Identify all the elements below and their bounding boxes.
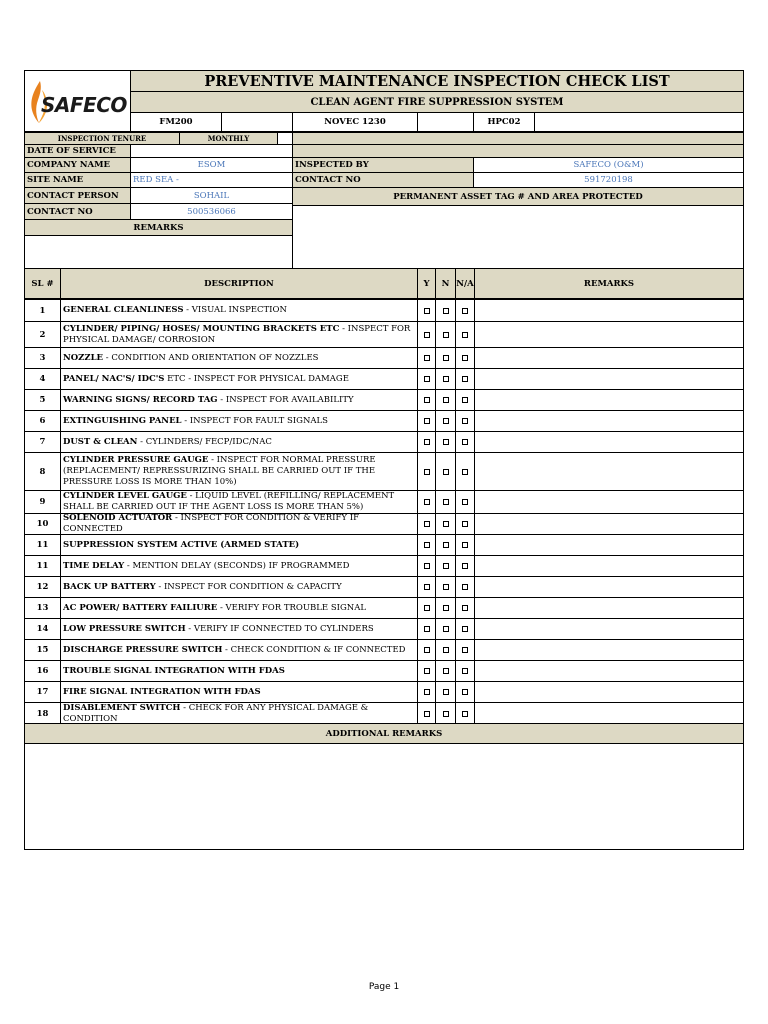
- row-n-cell: [435, 347, 456, 369]
- row-y-cell: [417, 555, 436, 577]
- row-n-checkbox[interactable]: [443, 469, 449, 475]
- row-description: [60, 299, 418, 322]
- row-description: [60, 618, 418, 640]
- row-remarks-cell[interactable]: [474, 321, 744, 348]
- row-n-cell: [435, 576, 456, 598]
- asset-tag-label: PERMANENT ASSET TAG # AND AREA PROTECTED: [292, 187, 744, 206]
- row-y-checkbox[interactable]: [424, 711, 430, 717]
- row-n-checkbox[interactable]: [443, 689, 449, 695]
- row-sl: 8: [24, 452, 61, 491]
- row-description-bold: LOW PRESSURE SWITCH: [63, 623, 186, 634]
- row-n-checkbox[interactable]: [443, 668, 449, 674]
- row-description-detail: ETC - INSPECT FOR PHYSICAL DAMAGE: [164, 373, 349, 384]
- row-y-checkbox[interactable]: [424, 626, 430, 632]
- row-n-cell: [435, 660, 456, 682]
- row-description-detail: - CONDITION AND ORIENTATION OF NOZZLES: [103, 352, 319, 363]
- row-y-checkbox[interactable]: [424, 308, 430, 314]
- row-n-cell: [435, 555, 456, 577]
- row-sl: 9: [24, 490, 61, 514]
- row-sl: 14: [24, 618, 61, 640]
- agent-blank-2: [417, 112, 474, 132]
- row-n-checkbox[interactable]: [443, 376, 449, 382]
- row-na-checkbox[interactable]: [462, 332, 468, 338]
- page-title: PREVENTIVE MAINTENANCE INSPECTION CHECK LIST: [130, 70, 744, 92]
- row-description-bold: DUST & CLEAN: [63, 436, 138, 447]
- row-na-cell: [455, 490, 475, 514]
- row-y-cell: [417, 299, 436, 322]
- row-na-cell: [455, 555, 475, 577]
- row-description-bold: CYLINDER PRESSURE GAUGE: [63, 455, 209, 465]
- row-na-checkbox[interactable]: [462, 542, 468, 548]
- row-remarks-cell[interactable]: [474, 490, 744, 514]
- site-name-value: RED SEA -: [130, 172, 293, 188]
- row-description: [60, 410, 418, 432]
- row-na-checkbox[interactable]: [462, 355, 468, 361]
- row-y-checkbox[interactable]: [424, 647, 430, 653]
- row-remarks-cell[interactable]: [474, 389, 744, 411]
- row-y-checkbox[interactable]: [424, 521, 430, 527]
- row-na-checkbox[interactable]: [462, 469, 468, 475]
- col-na-header: N/A: [455, 268, 475, 299]
- row-description: [60, 431, 418, 453]
- row-description-detail: - INSPECT FOR CONDITION & VERIFY IF CONNECTED: [63, 513, 359, 534]
- row-sl: 4: [24, 368, 61, 390]
- row-sl: 1: [24, 299, 61, 322]
- row-description: [60, 660, 418, 682]
- row-n-checkbox[interactable]: [443, 711, 449, 717]
- row-remarks-cell[interactable]: [474, 347, 744, 369]
- row-na-cell: [455, 534, 475, 556]
- row-y-cell: [417, 368, 436, 390]
- agent-fm200: FM200: [130, 112, 222, 132]
- inspection-tenure-label: INSPECTION TENURE: [24, 132, 180, 145]
- row-description-detail: - CHECK CONDITION & IF CONNECTED: [222, 644, 406, 655]
- row-description-detail: - LIQUID LEVEL (REFILLING/ REPLACEMENT SHALL BE CARRIED OUT IF THE AGENT LOSS IS MORE THAN 5%): [63, 491, 395, 512]
- row-remarks-cell[interactable]: [474, 452, 744, 491]
- col-y-header: Y: [417, 268, 436, 299]
- row-y-cell: [417, 321, 436, 348]
- row-description: [60, 368, 418, 390]
- row-na-cell: [455, 347, 475, 369]
- row-sl: 7: [24, 431, 61, 453]
- row-remarks-cell[interactable]: [474, 513, 744, 535]
- contact-person-label: CONTACT PERSON: [24, 187, 131, 204]
- remarks-label: REMARKS: [24, 219, 293, 236]
- row-n-cell: [435, 597, 456, 619]
- row-description-detail: - INSPECT FOR NORMAL PRESSURE (REPLACEMENT/ REPRESSURIZING SHALL BE CARRIED OUT IF THE PRESSURE LOSS IS MORE THAN 10%): [63, 455, 376, 487]
- row-y-checkbox[interactable]: [424, 584, 430, 590]
- row-description-bold: SOLENOID ACTUATOR: [63, 513, 173, 523]
- row-n-cell: [435, 410, 456, 432]
- row-sl: 15: [24, 639, 61, 661]
- row-y-checkbox[interactable]: [424, 397, 430, 403]
- row-n-cell: [435, 534, 456, 556]
- row-y-checkbox[interactable]: [424, 469, 430, 475]
- row-na-checkbox[interactable]: [462, 376, 468, 382]
- row-description: [60, 702, 418, 725]
- row-na-cell: [455, 639, 475, 661]
- row-n-checkbox[interactable]: [443, 418, 449, 424]
- row-y-checkbox[interactable]: [424, 605, 430, 611]
- row-remarks-cell[interactable]: [474, 431, 744, 453]
- row-description: [60, 347, 418, 369]
- row-description-detail: - VERIFY FOR TROUBLE SIGNAL: [217, 602, 367, 613]
- row-na-checkbox[interactable]: [462, 668, 468, 674]
- page-number: Page 1: [368, 982, 400, 992]
- row-y-cell: [417, 389, 436, 411]
- row-description-bold: EXTINGUISHING PANEL: [63, 415, 182, 426]
- row-n-checkbox[interactable]: [443, 439, 449, 445]
- row-description-detail: - MENTION DELAY (SECONDS) IF PROGRAMMED: [124, 560, 350, 571]
- row-na-checkbox[interactable]: [462, 418, 468, 424]
- row-y-checkbox[interactable]: [424, 542, 430, 548]
- remarks-field[interactable]: [24, 235, 293, 269]
- date-of-service-label: DATE OF SERVICE: [24, 144, 131, 158]
- row-description: [60, 321, 418, 348]
- row-sl: 3: [24, 347, 61, 369]
- row-description: [60, 534, 418, 556]
- agent-novec: NOVEC 1230: [292, 112, 418, 132]
- row-na-cell: [455, 513, 475, 535]
- row-remarks-cell[interactable]: [474, 660, 744, 682]
- row-y-cell: [417, 576, 436, 598]
- date-right-shade: [292, 144, 744, 158]
- row-sl: 13: [24, 597, 61, 619]
- row-y-checkbox[interactable]: [424, 499, 430, 505]
- row-description: [60, 597, 418, 619]
- col-description-header: DESCRIPTION: [60, 268, 418, 299]
- row-remarks-cell[interactable]: [474, 534, 744, 556]
- contact-person-value: SOHAIL: [130, 187, 293, 204]
- row-remarks-cell[interactable]: [474, 681, 744, 703]
- contact-no-label: CONTACT NO: [24, 203, 131, 220]
- row-n-cell: [435, 431, 456, 453]
- system-code: HPC02: [473, 112, 535, 132]
- row-remarks-cell[interactable]: [474, 639, 744, 661]
- additional-remarks-field[interactable]: [24, 743, 744, 850]
- row-y-cell: [417, 347, 436, 369]
- row-y-checkbox[interactable]: [424, 418, 430, 424]
- row-n-checkbox[interactable]: [443, 584, 449, 590]
- row-y-cell: [417, 431, 436, 453]
- row-remarks-cell[interactable]: [474, 368, 744, 390]
- row-sl: 10: [24, 513, 61, 535]
- inspected-by-value: SAFECO (O&M): [473, 157, 744, 173]
- row-y-cell: [417, 639, 436, 661]
- row-n-cell: [435, 389, 456, 411]
- inspected-by-label: INSPECTED BY: [292, 157, 474, 173]
- row-y-cell: [417, 490, 436, 514]
- row-na-checkbox[interactable]: [462, 626, 468, 632]
- contact-no-right-label: CONTACT NO: [292, 172, 474, 188]
- col-remarks-header: REMARKS: [474, 268, 744, 299]
- row-n-checkbox[interactable]: [443, 355, 449, 361]
- row-na-cell: [455, 597, 475, 619]
- code-blank: [534, 112, 744, 132]
- row-y-cell: [417, 597, 436, 619]
- row-y-cell: [417, 618, 436, 640]
- row-remarks-cell[interactable]: [474, 410, 744, 432]
- row-n-checkbox[interactable]: [443, 499, 449, 505]
- row-na-checkbox[interactable]: [462, 308, 468, 314]
- asset-tag-field[interactable]: [292, 205, 744, 269]
- row-na-cell: [455, 431, 475, 453]
- row-description: [60, 452, 418, 491]
- row-description-detail: - INSPECT FOR CONDITION & CAPACITY: [155, 581, 342, 592]
- row-n-checkbox[interactable]: [443, 332, 449, 338]
- row-n-checkbox[interactable]: [443, 521, 449, 527]
- row-y-checkbox[interactable]: [424, 668, 430, 674]
- row-description: [60, 490, 418, 514]
- row-sl: 5: [24, 389, 61, 411]
- row-description-bold: CYLINDER LEVEL GAUGE: [63, 491, 187, 501]
- row-description-detail: - CHECK FOR ANY PHYSICAL DAMAGE & CONDITION: [63, 702, 369, 724]
- row-na-cell: [455, 389, 475, 411]
- row-description: [60, 681, 418, 703]
- row-sl: 12: [24, 576, 61, 598]
- row-description: [60, 576, 418, 598]
- row-na-cell: [455, 702, 475, 725]
- logo-box: [24, 70, 131, 132]
- row-sl: 2: [24, 321, 61, 348]
- row-na-checkbox[interactable]: [462, 521, 468, 527]
- row-y-cell: [417, 660, 436, 682]
- row-description-bold: GENERAL CLEANLINESS: [63, 305, 184, 315]
- row-n-cell: [435, 513, 456, 535]
- row-y-checkbox[interactable]: [424, 332, 430, 338]
- row-n-cell: [435, 368, 456, 390]
- row-n-cell: [435, 299, 456, 322]
- row-description: [60, 555, 418, 577]
- row-n-checkbox[interactable]: [443, 563, 449, 569]
- row-remarks-cell[interactable]: [474, 299, 744, 322]
- row-description-bold: CYLINDER/ PIPING/ HOSES/ MOUNTING BRACKETS ETC: [63, 323, 340, 334]
- row-sl: 6: [24, 410, 61, 432]
- row-n-cell: [435, 618, 456, 640]
- col-n-header: N: [435, 268, 456, 299]
- row-description-bold: DISABLEMENT SWITCH: [63, 702, 181, 713]
- row-y-cell: [417, 410, 436, 432]
- row-description-detail: - VERIFY IF CONNECTED TO CYLINDERS: [185, 623, 374, 634]
- row-description-bold: NOZZLE: [63, 352, 104, 363]
- row-description-detail: - VISUAL INSPECTION: [183, 305, 287, 315]
- row-n-cell: [435, 321, 456, 348]
- row-y-cell: [417, 681, 436, 703]
- row-n-checkbox[interactable]: [443, 626, 449, 632]
- row-na-cell: [455, 681, 475, 703]
- row-y-checkbox[interactable]: [424, 689, 430, 695]
- row-y-checkbox[interactable]: [424, 563, 430, 569]
- row-na-checkbox[interactable]: [462, 584, 468, 590]
- row-description: [60, 513, 418, 535]
- row-na-cell: [455, 576, 475, 598]
- row-n-cell: [435, 681, 456, 703]
- row-n-checkbox[interactable]: [443, 542, 449, 548]
- logo-text: SAFECO: [41, 93, 127, 117]
- row-description-bold: BACK UP BATTERY: [63, 581, 156, 592]
- row-description: [60, 639, 418, 661]
- row-n-checkbox[interactable]: [443, 605, 449, 611]
- page-subtitle: CLEAN AGENT FIRE SUPPRESSION SYSTEM: [130, 91, 744, 113]
- row-y-checkbox[interactable]: [424, 439, 430, 445]
- row-n-cell: [435, 490, 456, 514]
- row-na-cell: [455, 410, 475, 432]
- row-description-bold: TIME DELAY: [63, 560, 125, 571]
- row-sl: 17: [24, 681, 61, 703]
- row-na-checkbox[interactable]: [462, 439, 468, 445]
- row-n-checkbox[interactable]: [443, 647, 449, 653]
- company-name-label: COMPANY NAME: [24, 157, 131, 173]
- contact-no-value: 500536066: [130, 203, 293, 220]
- contact-no-right-value: 591720198: [473, 172, 744, 188]
- row-y-cell: [417, 702, 436, 725]
- date-of-service-field[interactable]: [130, 144, 293, 158]
- row-na-cell: [455, 368, 475, 390]
- row-description-bold: TROUBLE SIGNAL INTEGRATION WITH FDAS: [63, 665, 285, 676]
- row-remarks-cell[interactable]: [474, 576, 744, 598]
- inspection-tenure-value: MONTHLY: [179, 132, 278, 145]
- row-n-cell: [435, 702, 456, 725]
- row-y-checkbox[interactable]: [424, 355, 430, 361]
- site-name-label: SITE NAME: [24, 172, 131, 188]
- row-y-cell: [417, 534, 436, 556]
- row-na-checkbox[interactable]: [462, 647, 468, 653]
- row-description-bold: SUPPRESSION SYSTEM ACTIVE (ARMED STATE): [63, 539, 300, 550]
- row-remarks-cell[interactable]: [474, 618, 744, 640]
- row-n-checkbox[interactable]: [443, 308, 449, 314]
- row-n-cell: [435, 452, 456, 491]
- company-name-value: ESOM: [130, 157, 293, 173]
- row-na-checkbox[interactable]: [462, 711, 468, 717]
- row-n-cell: [435, 639, 456, 661]
- row-na-cell: [455, 299, 475, 322]
- row-description-detail: - INSPECT FOR FAULT SIGNALS: [181, 415, 328, 426]
- row-na-checkbox[interactable]: [462, 689, 468, 695]
- row-description-detail: - CYLINDERS/ FECP/IDC/NAC: [137, 436, 272, 447]
- row-remarks-cell[interactable]: [474, 555, 744, 577]
- row-n-checkbox[interactable]: [443, 397, 449, 403]
- row-sl: 11: [24, 555, 61, 577]
- row-description-bold: FIRE SIGNAL INTEGRATION WITH FDAS: [63, 686, 261, 697]
- row-na-checkbox[interactable]: [462, 605, 468, 611]
- row-description-detail: - INSPECT FOR PHYSICAL DAMAGE/ CORROSION: [63, 323, 411, 345]
- col-sl-header: SL #: [24, 268, 61, 299]
- row-sl: 11: [24, 534, 61, 556]
- row-description-bold: AC POWER/ BATTERY FAILIURE: [63, 602, 218, 613]
- additional-remarks-label: ADDITIONAL REMARKS: [24, 723, 744, 744]
- row-sl: 18: [24, 702, 61, 725]
- agent-blank-1: [221, 112, 293, 132]
- row-na-checkbox[interactable]: [462, 499, 468, 505]
- row-na-cell: [455, 618, 475, 640]
- row-y-cell: [417, 513, 436, 535]
- row-description-detail: - INSPECT FOR AVAILABILITY: [217, 394, 354, 405]
- row-y-checkbox[interactable]: [424, 376, 430, 382]
- row-description-bold: PANEL/ NAC'S/ IDC'S: [63, 373, 165, 384]
- row-sl: 16: [24, 660, 61, 682]
- row-y-cell: [417, 452, 436, 491]
- row-na-cell: [455, 452, 475, 491]
- row-description: [60, 389, 418, 411]
- row-description-bold: WARNING SIGNS/ RECORD TAG: [63, 394, 218, 405]
- row-na-checkbox[interactable]: [462, 563, 468, 569]
- row-description-bold: DISCHARGE PRESSURE SWITCH: [63, 644, 223, 655]
- row-na-checkbox[interactable]: [462, 397, 468, 403]
- row-remarks-cell[interactable]: [474, 597, 744, 619]
- row-na-cell: [455, 321, 475, 348]
- row-na-cell: [455, 660, 475, 682]
- row-remarks-cell[interactable]: [474, 702, 744, 725]
